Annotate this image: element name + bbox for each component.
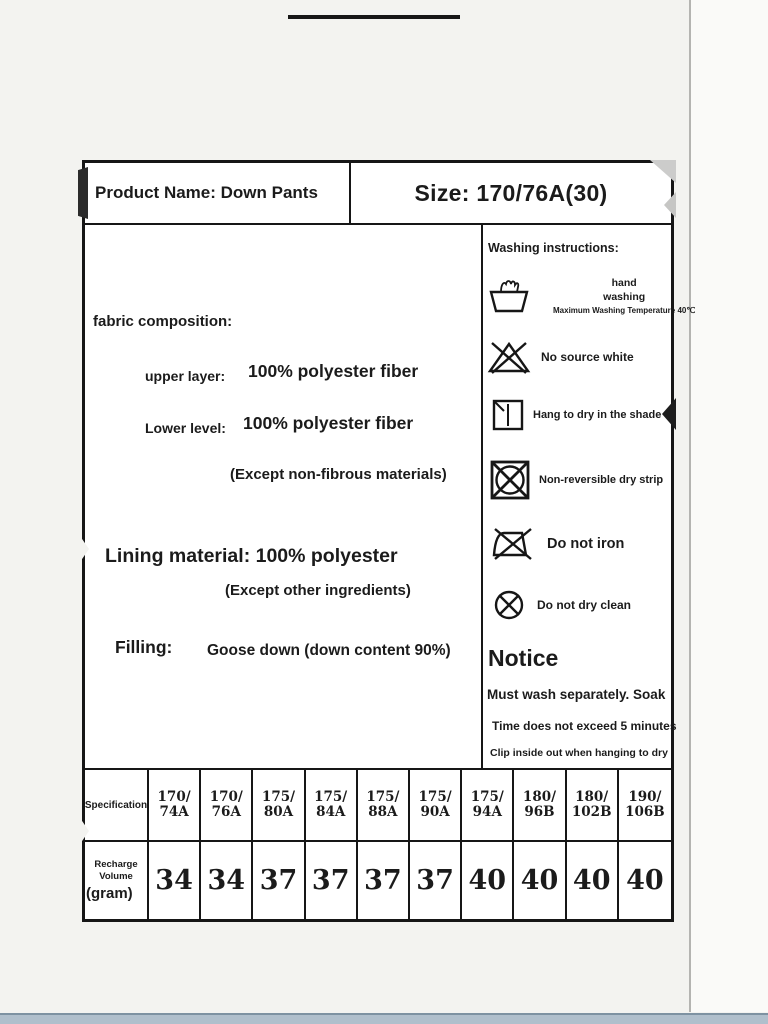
size-column-header-9: 180/ 102B (567, 770, 619, 842)
recharge-value-1: 34 (149, 842, 201, 919)
size-column-header-5: 175/ 88A (358, 770, 410, 842)
product-name-text: Product Name: Down Pants (95, 183, 318, 202)
photo-edge-line (689, 0, 691, 1012)
lower-level-value: 100% polyester fiber (243, 413, 414, 433)
shade-dry-label: Hang to dry in the shade (533, 409, 662, 421)
bottom-bar (0, 1013, 768, 1024)
hand-wash-icon (489, 278, 529, 314)
notice-line-3: Clip inside out when hanging to dry (490, 747, 668, 759)
lining-material-text: Lining material: 100% polyester (105, 545, 398, 567)
no-tumble-dry-icon (489, 459, 531, 501)
recharge-value-6: 37 (410, 842, 462, 919)
lower-level-label: Lower level: (145, 420, 226, 436)
recharge-volume-label: Recharge Volume (94, 859, 138, 882)
notice-line-1: Must wash separately. Soak (487, 687, 666, 702)
upper-layer-label: upper layer: (145, 368, 226, 384)
no-iron-item (489, 525, 624, 563)
no-tumble-dry-item (489, 459, 663, 501)
washing-instructions-panel (481, 225, 696, 768)
spec-header-text: Specification (85, 799, 148, 811)
hand-wash-caption (553, 277, 695, 315)
recharge-value-7: 40 (462, 842, 514, 919)
recharge-value-8: 40 (514, 842, 566, 919)
composition-panel (85, 225, 481, 768)
size-cell (351, 163, 671, 223)
size-column-header-4: 175/ 84A (306, 770, 358, 842)
photo-right-margin (691, 0, 768, 1012)
hand-wash-item (489, 277, 695, 315)
ribbon-fold-header-left (78, 167, 88, 219)
hand-wash-caption-line1: hand (611, 277, 637, 289)
no-tumble-dry-label: Non-reversible dry strip (539, 474, 664, 486)
notice-line-2: Time does not exceed 5 minutes (492, 719, 677, 733)
size-column-header-6: 175/ 90A (410, 770, 462, 842)
no-bleach-item (487, 339, 634, 375)
size-column-header-8: 180/ 96B (514, 770, 566, 842)
recharge-value-3: 37 (253, 842, 305, 919)
size-spec-table (85, 768, 671, 919)
shade-dry-item (491, 397, 661, 433)
recharge-value-2: 34 (201, 842, 253, 919)
size-column-header-3: 175/ 80A (253, 770, 305, 842)
product-name-cell (85, 163, 351, 223)
label-header (85, 163, 671, 225)
no-iron-icon (489, 525, 535, 563)
except-other-ingredients-note: (Except other ingredients) (225, 582, 411, 599)
upper-layer-value: 100% polyester fiber (248, 361, 419, 381)
size-column-header-2: 170/ 76A (201, 770, 253, 842)
recharge-volume-header-cell (85, 842, 149, 919)
no-dry-clean-item (491, 587, 631, 623)
no-dry-clean-label: Do not dry clean (537, 598, 632, 612)
recharge-value-5: 37 (358, 842, 410, 919)
filling-value: Goose down (down content 90%) (207, 642, 451, 659)
care-label (82, 160, 696, 922)
notice-title: Notice (488, 645, 559, 671)
recharge-value-4: 37 (306, 842, 358, 919)
fabric-composition-title: fabric composition: (93, 313, 233, 330)
max-temperature-note: Maximum Washing Temperature 40℃ (553, 306, 696, 316)
size-column-header-10: 190/ 106B (619, 770, 671, 842)
recharge-unit-label: (gram) (86, 884, 133, 902)
filling-label: Filling: (115, 637, 173, 657)
no-bleach-label: No source white (541, 350, 634, 364)
size-text: Size: 170/76A(30) (414, 179, 608, 206)
no-dry-clean-icon (491, 587, 527, 623)
spec-header-cell (85, 770, 149, 842)
top-divider-line (288, 15, 460, 19)
size-column-header-7: 175/ 94A (462, 770, 514, 842)
hand-wash-caption-line2: washing (603, 290, 646, 303)
size-column-header-1: 170/ 74A (149, 770, 201, 842)
recharge-value-10: 40 (626, 865, 664, 896)
recharge-value-9: 40 (567, 842, 619, 919)
except-non-fibrous-note: (Except non-fibrous materials) (230, 466, 447, 483)
no-bleach-icon (487, 339, 531, 375)
no-iron-label: Do not iron (547, 536, 625, 552)
shade-dry-icon (491, 397, 525, 433)
washing-instructions-title: Washing instructions: (488, 241, 619, 255)
